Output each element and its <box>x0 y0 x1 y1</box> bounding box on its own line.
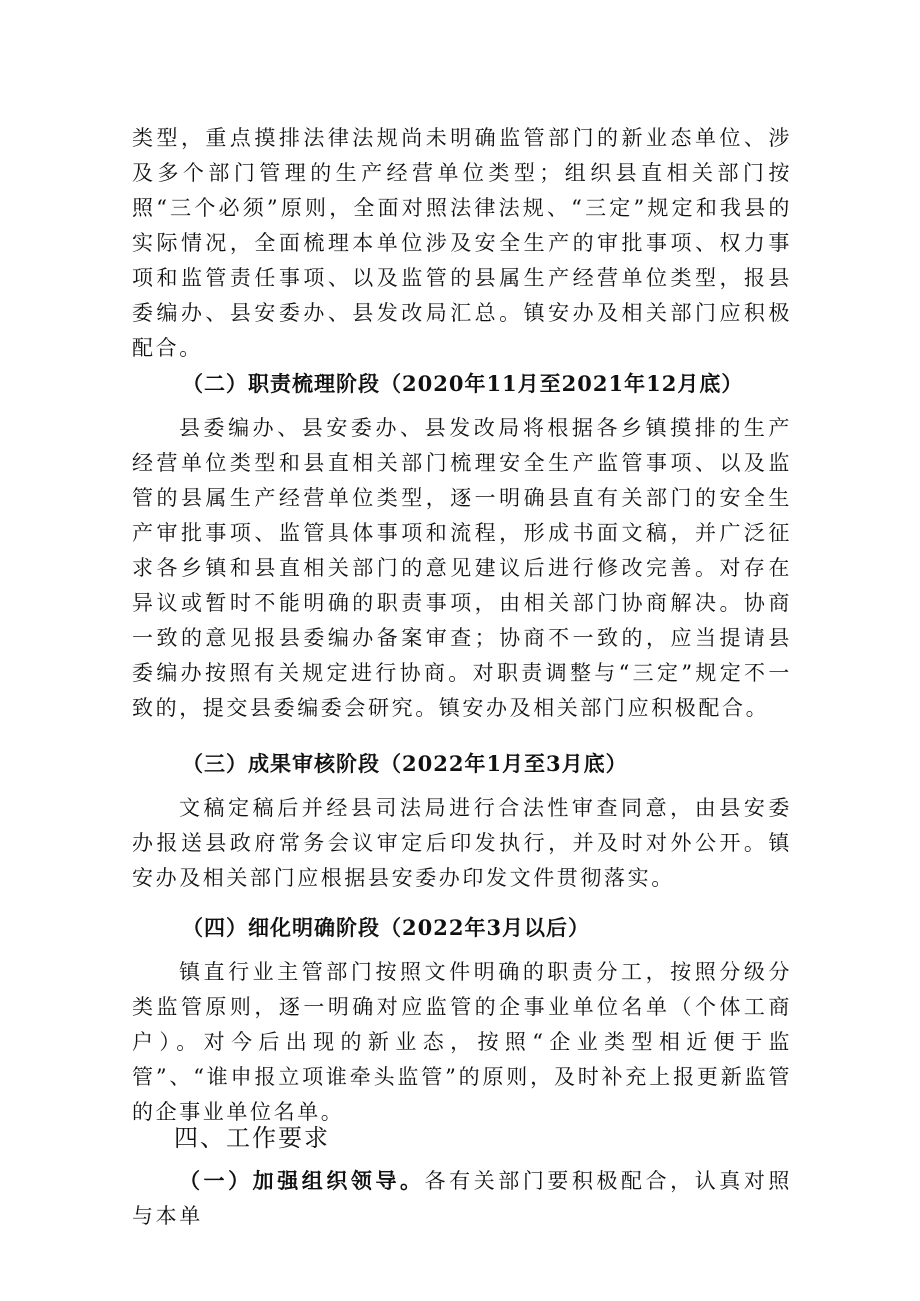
organization-leadership-text: 各有关部门要积极配合，认真对照与本单 <box>132 1169 793 1228</box>
section-heading-work-requirements: 四、工作要求 <box>174 1124 330 1152</box>
heading-refinement-stage: （四）细化明确阶段（2022年3月以后） <box>182 915 591 940</box>
paragraph-organization-leadership <box>132 1163 792 1234</box>
paragraph-result-review: 文稿定稿后并经县司法局进行合法性审查同意，由县安委办报送县政府常务会议审定后印发执行，并及时对外公开。镇安办及相关部门应根据县安委办印发文件贯彻落实。 <box>132 796 792 890</box>
paragraph-duty-sorting: 县委编办、县安委办、县发改局将根据各乡镇摸排的生产经营单位类型和县直相关部门梳理安全生产监管事项、以及监管的县属生产经营单位类型，逐一明确县直有关部门的安全生产审批事项、监管具体事项和流程，形成书面文稿，并广泛征求各乡镇和县直相关部门的意见建议后进行修改完善。对存在异议或暂时不能明确的职责事项，由相关部门协商解决。协商一致的意见报县委编办备案审查；协商不一致的，应当提请县委编办按照有关规定进行协商。对职责调整与“三定”规定不一致的，提交县委编委会研究。镇安办及相关部门应积极配合。 <box>132 416 792 720</box>
paragraph-refinement: 镇直行业主管部门按照文件明确的职责分工，按照分级分类监管原则，逐一明确对应监管的企事业单位名单（个体工商户）。对今后出现的新业态，按照“企业类型相近便于监管”、“谁申报立项谁牵头监管”的原则，及时补充上报更新监管的企事业单位名单。 <box>132 960 792 1124</box>
organization-leadership-lead: （一）加强组织领导。 <box>179 1168 425 1193</box>
heading-result-review-stage: （三）成果审核阶段（2022年1月至3月底） <box>182 751 628 776</box>
paragraph-work-scope: 类型，重点摸排法律法规尚未明确监管部门的新业态单位、涉及多个部门管理的生产经营单位类型；组织县直相关部门按照“三个必须”原则，全面对照法律法规、“三定”规定和我县的实际情况，全面梳理本单位涉及安全生产的审批事项、权力事项和监管责任事项、以及监管的县属生产经营单位类型，报县委编办、县安委办、县发改局汇总。镇安办及相关部门应积极配合。 <box>132 126 792 360</box>
heading-duty-sorting-stage: （二）职责梳理阶段（2020年11月至2021年12月底） <box>182 371 744 396</box>
